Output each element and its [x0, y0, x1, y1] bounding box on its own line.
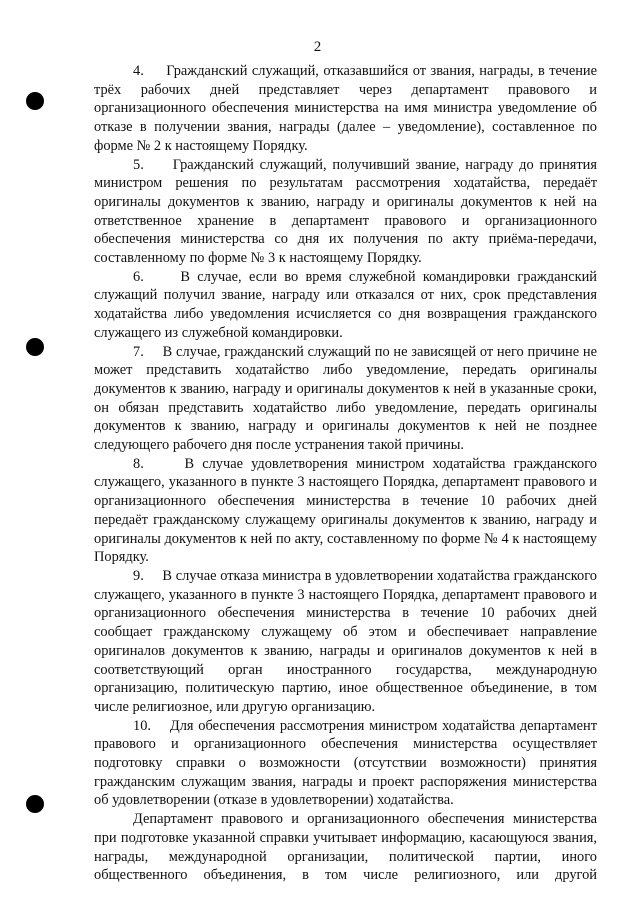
paragraph-8: 8. В случае удовлетворения министром ходатайства гражданского служащего, указанного в пункте 3 настоящего Порядка, департамент правового и организационного обеспечения министерства в течение 10 рабочих дней передаёт гражданскому служащему оригиналы документов к званию, награду и оригиналы документов к ней по акту, составленному по форме № 4 к настоящему Порядку. — [94, 455, 597, 566]
paragraph-4: 4. Гражданский служащий, отказавшийся от звания, награды, в течение трёх рабочих дней представляет через департамент правового и организационного обеспечения министерства на имя министра уведомление об отказе в получении звания, награды (далее – уведомление), составленное по форме № 2 к настоящему Порядку. — [94, 63, 597, 154]
page-number: 2 — [313, 39, 322, 55]
binder-hole-1 — [26, 92, 44, 110]
paragraph-7: 7. В случае, гражданский служащий по не зависящей от него причине не может представить ходатайство либо уведомление, передать оригиналы документов к званию, награду и оригиналы документов к ней в указанные сроки, он обязан представить ходатайство либо уведомление, передать оригиналы документов к званию, награду и оригиналы документов к ней не позднее следующего рабочего дня после устранения такой причины. — [94, 343, 597, 454]
paragraph-6: 6. В случае, если во время служебной командировки гражданский служащий получил звание, награду или отказался от них, срок представления ходатайства либо уведомления исчисляется со дня возвращения гражданского служащего из служебной командировки. — [94, 268, 597, 341]
paragraph-9: 9. В случае отказа министра в удовлетворении ходатайства гражданского служащего, указанного в пункте 3 настоящего Порядка, департамент правового и организационного обеспечения министерства в течение 10 рабочих дней сообщает гражданскому служащему об этом и обеспечивает направление оригиналов документов к званию, награды и оригиналов документов к ней в соответствующий орган иностранного государства, международную организацию, политическую партию, иное общественное объединение, в том числе религиозное, или другую организацию. — [94, 567, 597, 715]
document-body — [94, 62, 597, 885]
binder-hole-3 — [26, 795, 44, 813]
binder-hole-2 — [26, 338, 44, 356]
paragraph-10-continuation: Департамент правового и организационного обеспечения министерства при подготовке указанной справки учитывает информацию, касающуюся звания, награды, международной организации, политической партии, иного общественного объединения, в том числе религиозного, или другой — [94, 811, 597, 884]
paragraph-5: 5. Гражданский служащий, получивший звание, награду до принятия министром решения по результатам рассмотрения ходатайства, передаёт оригиналы документов к званию, награду и оригиналы документов к ней на ответственное хранение в департамент правового и организационного обеспечения министерства со дня их получения по акту приёма-передачи, составленному по форме № 3 к настоящему Порядку. — [94, 156, 597, 267]
paragraph-10: 10. Для обеспечения рассмотрения министром ходатайства департамент правового и организационного обеспечения министерства осуществляет подготовку справки о возможности (отсутствии возможности) принятия гражданским служащим звания, награды и проект распоряжения министерства об удовлетворении (отказе в удовлетворении) ходатайства. — [94, 717, 597, 809]
